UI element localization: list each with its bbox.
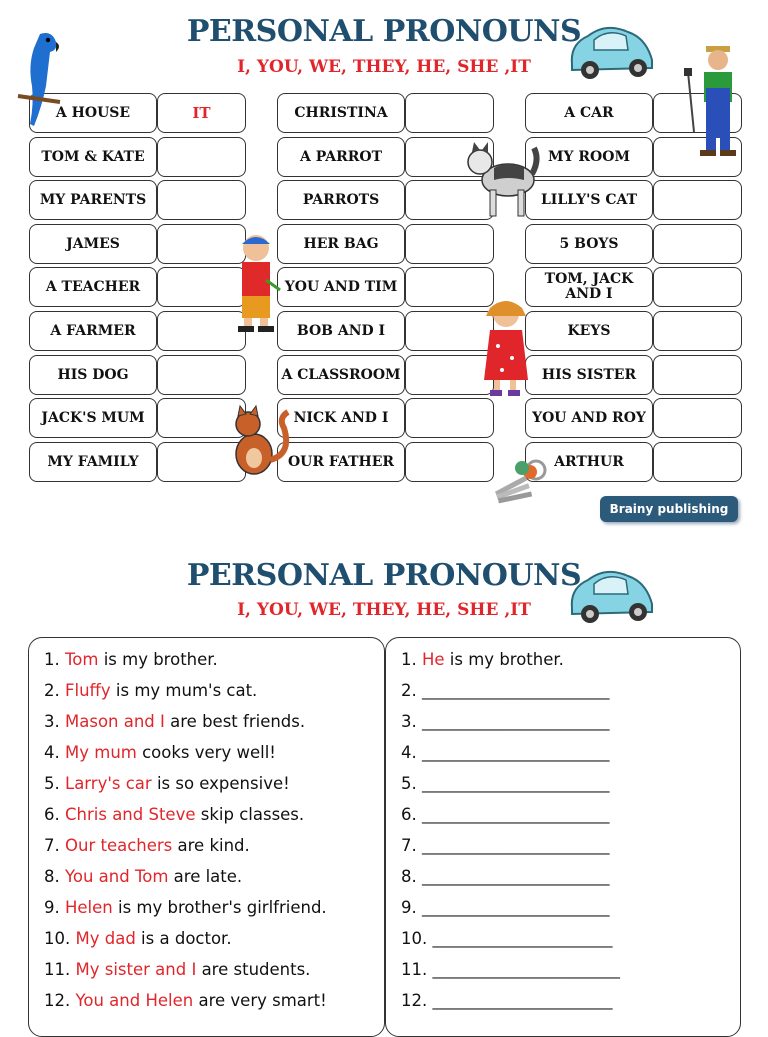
answer-row [401,836,610,855]
sentence-predicate: is my brother. [98,650,218,669]
sentence-number: 12. [44,991,71,1010]
answer-blank-line[interactable]: _________________________ [422,775,610,793]
answer-blank-line[interactable]: _________________________ [422,744,610,762]
sentence-subject: You and Tom [65,867,169,886]
sentence-predicate: are kind. [172,836,250,855]
sentence-subject: My dad [75,929,136,948]
sentence-number: 5. [44,774,60,793]
sentence-number: 6. [44,805,60,824]
sentence-predicate: is a doctor. [135,929,232,948]
keys-icon [490,456,550,512]
pronoun-answer-box[interactable] [157,137,246,177]
noun-label: JAMES [29,224,157,264]
pronoun-answer-box[interactable] [405,224,494,264]
noun-label: NICK AND I [277,398,405,438]
pronoun-answer-box[interactable] [653,442,742,482]
sentence-predicate: cooks very well! [136,743,276,762]
noun-label: MY ROOM [525,137,653,177]
sentence-subject: Chris and Steve [65,805,196,824]
sentence-subject: Larry's car [65,774,152,793]
pronoun-answer-box[interactable] [405,93,494,133]
answer-number: 6. [401,805,417,824]
publisher-badge: Brainy publishing [600,496,738,522]
husky-icon [464,140,540,220]
bottom-subtitle: I, YOU, WE, THEY, HE, SHE ,IT [237,600,531,620]
answer-number: 5. [401,774,417,793]
answer-blank-line[interactable]: _________________________ [422,682,610,700]
noun-label: HIS DOG [29,355,157,395]
noun-label: A TEACHER [29,267,157,307]
sentence-row [44,836,250,855]
noun-label: A CLASSROOM [277,355,405,395]
answer-blank-line[interactable]: ________________________ [432,992,613,1010]
sentence-predicate: are late. [168,867,243,886]
cat-icon [218,404,294,480]
answer-row [401,712,610,731]
answer-row [401,650,564,669]
answer-predicate: is my brother. [444,650,564,669]
bottom-title: PERSONAL PRONOUNS [186,558,582,593]
answer-blank-line[interactable]: _________________________ [422,713,610,731]
noun-label: TOM, JACK AND I [525,267,653,307]
sentence-subject: Fluffy [65,681,111,700]
answer-row [401,991,613,1010]
sentence-row [44,960,310,979]
noun-label: YOU AND TIM [277,267,405,307]
noun-label: ARTHUR [525,442,653,482]
sentence-row [44,774,290,793]
sentence-predicate: is so expensive! [151,774,290,793]
noun-label: MY FAMILY [29,442,157,482]
sentence-predicate: are very smart! [193,991,327,1010]
sentence-number: 9. [44,898,60,917]
sentence-row [44,650,218,669]
sentence-row [44,867,242,886]
sentence-row [44,929,232,948]
sentence-number: 4. [44,743,60,762]
noun-label: A FARMER [29,311,157,351]
pronoun-answer-box[interactable] [653,355,742,395]
answer-number: 11. [401,960,428,979]
pronoun-answer-box[interactable]: IT [157,93,246,133]
answer-number: 12. [401,991,428,1010]
sentence-predicate: skip classes. [195,805,305,824]
noun-label: JACK'S MUM [29,398,157,438]
noun-label: A HOUSE [29,93,157,133]
sentence-subject: My sister and I [75,960,197,979]
answer-number: 10. [401,929,428,948]
parrot-icon [12,26,62,130]
sentence-number: 10. [44,929,71,948]
sentence-subject: Mason and I [65,712,165,731]
pronoun-answer-box[interactable] [653,224,742,264]
noun-label: OUR FATHER [277,442,405,482]
sentence-row [44,991,327,1010]
answer-row [401,867,610,886]
answer-number: 7. [401,836,417,855]
answer-number: 2. [401,681,417,700]
noun-label: 5 BOYS [525,224,653,264]
sentence-number: 2. [44,681,60,700]
sentence-predicate: is my brother's girlfriend. [112,898,327,917]
answer-row [401,681,610,700]
car-icon [566,560,658,626]
noun-label: KEYS [525,311,653,351]
sentence-row [44,681,257,700]
answer-row [401,898,610,917]
sentence-predicate: are best friends. [164,712,306,731]
answer-row [401,805,610,824]
sentence-row [44,805,304,824]
sentence-number: 1. [44,650,60,669]
noun-label: LILLY'S CAT [525,180,653,220]
noun-label: CHRISTINA [277,93,405,133]
sentence-number: 8. [44,867,60,886]
top-title: PERSONAL PRONOUNS [186,14,582,49]
noun-label: HER BAG [277,224,405,264]
sentence-predicate: are students. [196,960,311,979]
noun-label: A PARROT [277,137,405,177]
pronoun-answer-box[interactable] [653,267,742,307]
sentence-subject: My mum [65,743,137,762]
answer-number: 9. [401,898,417,917]
answer-number: 4. [401,743,417,762]
boy-icon [230,230,282,334]
pronoun-answer-box[interactable] [157,180,246,220]
answer-blank-line[interactable]: _________________________ [422,868,610,886]
answer-number: 8. [401,867,417,886]
answer-row [401,929,613,948]
sentence-row [44,743,276,762]
noun-label: TOM & KATE [29,137,157,177]
pronoun-answer-box[interactable] [157,355,246,395]
sentence-number: 11. [44,960,71,979]
answer-row [401,743,610,762]
answer-number: 1. [401,650,417,669]
sentence-subject: Our teachers [65,836,173,855]
pronoun-answer-box[interactable] [653,311,742,351]
noun-label: BOB AND I [277,311,405,351]
answer-blank-line[interactable]: _________________________ [432,961,620,979]
sentence-row [44,712,305,731]
sentence-row [44,898,327,917]
noun-label: MY PARENTS [29,180,157,220]
sentence-predicate: is my mum's cat. [110,681,258,700]
answer-row [401,774,610,793]
answer-blank-line[interactable]: ________________________ [432,930,613,948]
noun-label: PARROTS [277,180,405,220]
noun-label: HIS SISTER [525,355,653,395]
pronoun-answer-box[interactable] [653,180,742,220]
top-subtitle: I, YOU, WE, THEY, HE, SHE ,IT [237,57,531,77]
answer-blank-line[interactable]: _________________________ [422,806,610,824]
sentence-subject: You and Helen [75,991,194,1010]
answer-blank-line[interactable]: _________________________ [422,899,610,917]
farmer-icon [684,42,752,160]
answer-blank-line[interactable]: _________________________ [422,837,610,855]
answer-number: 3. [401,712,417,731]
pronoun-answer-box[interactable] [653,398,742,438]
sentence-subject: Tom [65,650,99,669]
pronoun-answer-box[interactable] [405,398,494,438]
girl-icon [478,296,538,398]
pronoun-answer-box[interactable] [405,442,494,482]
answer-row [401,960,620,979]
car-icon [566,16,658,82]
sentence-number: 7. [44,836,60,855]
answer-pronoun: He [422,650,445,669]
noun-label: YOU AND ROY [525,398,653,438]
sentence-subject: Helen [65,898,113,917]
sentence-number: 3. [44,712,60,731]
noun-label: A CAR [525,93,653,133]
